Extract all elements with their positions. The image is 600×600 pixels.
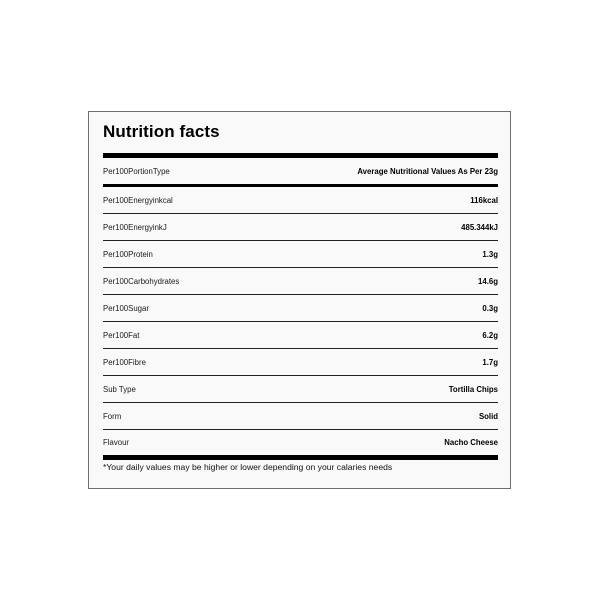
row-label: Per100Protein bbox=[103, 250, 153, 259]
bottom-divider bbox=[103, 455, 498, 460]
row-value: 1.7g bbox=[482, 358, 498, 367]
nutrition-row-protein bbox=[103, 241, 498, 268]
row-label: Per100Sugar bbox=[103, 304, 149, 313]
nutrition-row-sugar bbox=[103, 295, 498, 322]
nutrition-row-portion-type bbox=[103, 158, 498, 185]
row-label: Per100PortionType bbox=[103, 167, 170, 176]
nutrition-facts-title: Nutrition facts bbox=[103, 122, 220, 141]
row-value: 1.3g bbox=[482, 250, 498, 259]
row-value: 485.344kJ bbox=[461, 223, 498, 232]
nutrition-row-sub-type bbox=[103, 376, 498, 403]
row-label: Per100Fibre bbox=[103, 358, 146, 367]
nutrition-row-energy-kj bbox=[103, 214, 498, 241]
nutrition-row-fat bbox=[103, 322, 498, 349]
nutrition-row-fibre bbox=[103, 349, 498, 376]
row-value: 6.2g bbox=[482, 331, 498, 340]
nutrition-row-energy-kcal bbox=[103, 187, 498, 214]
nutrition-row-carbohydrates bbox=[103, 268, 498, 295]
daily-values-footnote: *Your daily values may be higher or lower depending on your calaries needs bbox=[103, 462, 393, 472]
row-label: Per100Energyinkcal bbox=[103, 196, 173, 205]
row-value: Tortilla Chips bbox=[448, 385, 498, 394]
row-label: Sub Type bbox=[103, 385, 136, 394]
row-value: Nacho Cheese bbox=[444, 438, 498, 447]
row-value: 14.6g bbox=[478, 277, 498, 286]
row-label: Form bbox=[103, 412, 122, 421]
row-label: Per100EnergyinkJ bbox=[103, 223, 167, 232]
row-value: 116kcal bbox=[470, 196, 498, 205]
nutrition-row-form bbox=[103, 403, 498, 430]
nutrition-row-flavour bbox=[103, 429, 498, 456]
nutrition-facts-panel bbox=[88, 111, 511, 489]
row-value: Solid bbox=[478, 412, 498, 421]
row-label: Per100Carbohydrates bbox=[103, 277, 180, 286]
row-value: 0.3g bbox=[482, 304, 498, 313]
row-label: Flavour bbox=[103, 438, 129, 447]
row-label: Per100Fat bbox=[103, 331, 140, 340]
row-value: Average Nutritional Values As Per 23g bbox=[357, 167, 498, 176]
